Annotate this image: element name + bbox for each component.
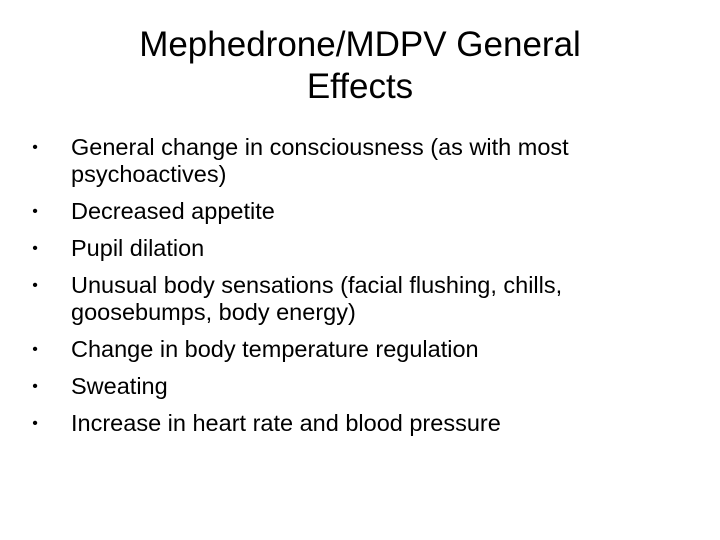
bullet-icon: • bbox=[32, 139, 38, 156]
bullet-item bbox=[25, 198, 705, 225]
title-line-2: Effects bbox=[306, 67, 414, 106]
bullet-icon: • bbox=[32, 341, 38, 358]
bullet-text-line: Change in body temperature regulation bbox=[71, 336, 479, 362]
bullet-item bbox=[25, 272, 705, 326]
title-line-1: Mephedrone/MDPV General bbox=[139, 25, 581, 64]
bullet-text-line: Pupil dilation bbox=[71, 235, 205, 261]
bullet-icon: • bbox=[32, 415, 38, 432]
bullet-text-line: psychoactives) bbox=[71, 161, 227, 187]
bullet-text-line: Increase in heart rate and blood pressure bbox=[71, 410, 501, 436]
bullet-item bbox=[25, 410, 705, 437]
bullet-text-line: General change in consciousness (as with most bbox=[71, 134, 569, 160]
bullet-text-line: Decreased appetite bbox=[71, 198, 275, 224]
bullet-text-line: Sweating bbox=[71, 373, 168, 399]
bullet-item bbox=[25, 134, 705, 188]
bullet-icon: • bbox=[32, 277, 38, 294]
bullet-item bbox=[25, 336, 705, 363]
bullet-item bbox=[25, 373, 705, 400]
bullet-text-line: Unusual body sensations (facial flushing, chills, bbox=[71, 272, 563, 298]
bullet-item bbox=[25, 235, 705, 262]
bullet-icon: • bbox=[32, 240, 38, 257]
bullet-text-line: goosebumps, body energy) bbox=[71, 299, 356, 325]
slide-title bbox=[0, 24, 720, 108]
bullet-list bbox=[25, 134, 705, 447]
bullet-icon: • bbox=[32, 378, 38, 395]
bullet-icon: • bbox=[32, 203, 38, 220]
